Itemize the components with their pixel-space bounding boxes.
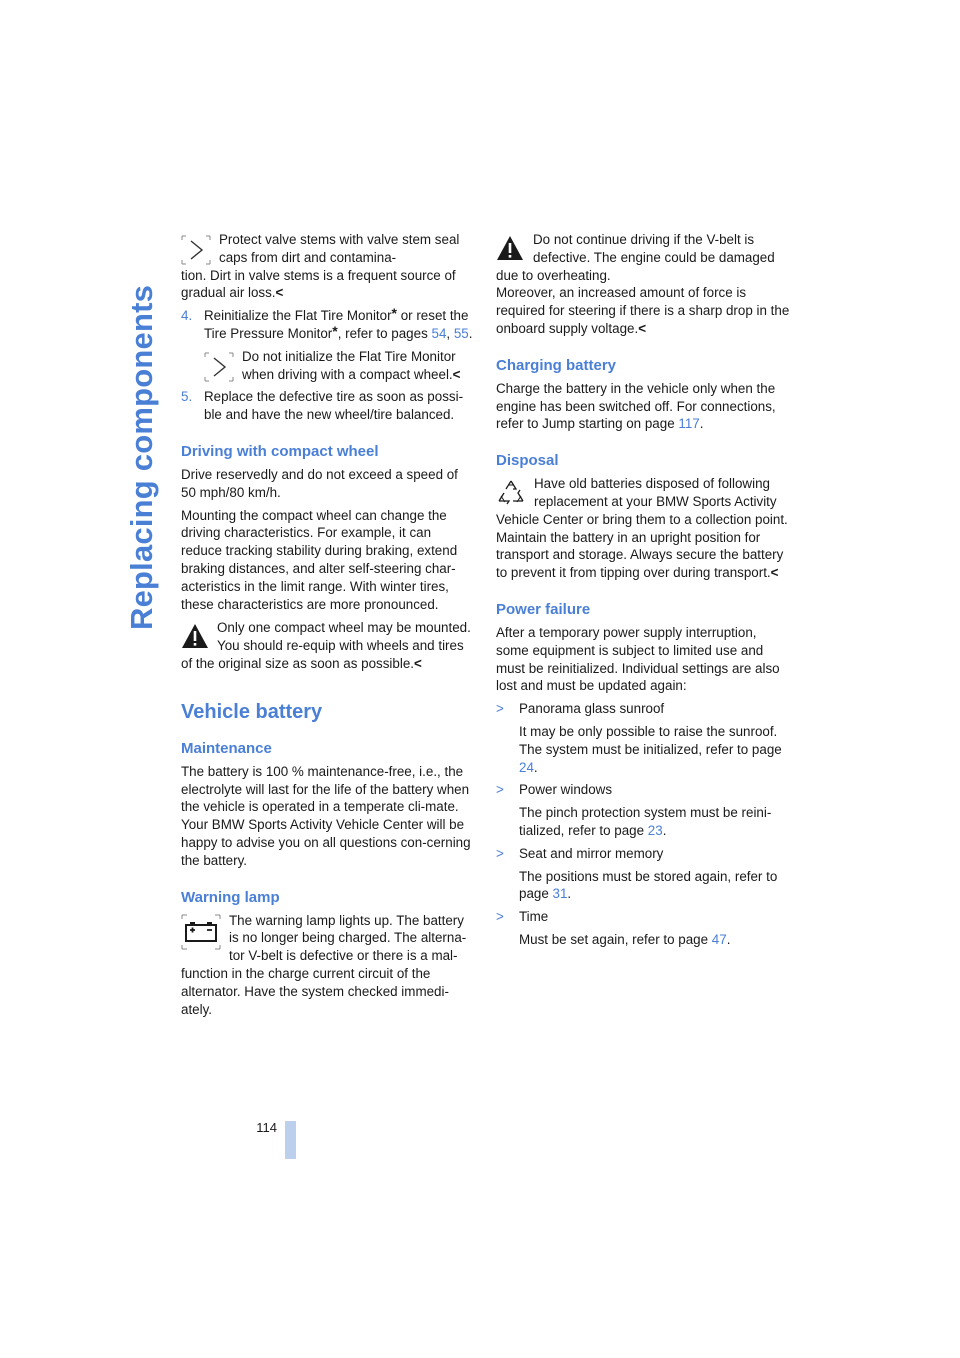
step-4	[181, 307, 473, 343]
list-item-power-windows	[496, 781, 790, 839]
bullet-mark: >	[496, 909, 504, 925]
period: .	[726, 931, 731, 947]
period: .	[533, 759, 538, 775]
warning-v-belt-text: Do not continue driving if the V-belt is defective. The engine could be damaged due to overheating.	[496, 232, 775, 283]
page-link-23[interactable]: 23	[647, 822, 663, 838]
list-item-seat-mirror	[496, 845, 790, 903]
recycle-icon	[496, 479, 526, 507]
note-valve-stems-text-cont: tion. Dirt in valve stems is a frequent source of gradual air loss.	[181, 267, 456, 301]
page-number: 114	[256, 1120, 277, 1135]
right-column	[496, 231, 790, 954]
list-item-title: Time	[519, 909, 549, 925]
note-arrow-icon	[204, 352, 234, 382]
list-item-time	[496, 908, 790, 949]
step-number: 5.	[181, 389, 193, 405]
paragraph-maintenance: The battery is 100 % maintenance-free, i.e., the electrolyte will last for the life of the battery when the vehicle is operated in a temperate cli-mate. Your BMW Sports Activity Vehicle Center will be happy to advise you on all questions con-cerning the battery.	[181, 763, 471, 868]
bullet-mark: >	[496, 845, 504, 861]
heading-power-failure: Power failure	[496, 600, 591, 618]
end-mark: <	[452, 366, 461, 382]
period: .	[662, 822, 667, 838]
optional-equipment-star: *	[391, 305, 397, 322]
note-disposal	[496, 475, 790, 582]
warning-compact-text: Only one compact wheel may be mounted. You should re-equip with wheels and tires of the original size as soon as possible.	[181, 620, 471, 671]
note-compact-wheel-text: Do not initialize the Flat Tire Monitor when driving with a compact wheel.	[242, 348, 456, 382]
step-4-text-a: Reinitialize the Flat Tire Monitor	[204, 308, 392, 324]
page-link-31[interactable]: 31	[552, 886, 568, 902]
paragraph-compact-speed: Drive reservedly and do not exceed a speed of 50 mph/80 km/h.	[181, 466, 458, 500]
warning-v-belt	[496, 231, 790, 338]
note-valve-stems-text: Protect valve stems with valve stem seal caps from dirt and contamina-	[219, 232, 460, 265]
heading-vehicle-battery: Vehicle battery	[181, 700, 323, 723]
heading-maintenance: Maintenance	[181, 739, 272, 757]
step-5-text: Replace the defective tire as soon as possi-ble and have the new wheel/tire balanced.	[204, 389, 464, 423]
heading-charging-battery: Charging battery	[496, 356, 617, 374]
charging-text: Charge the battery in the vehicle only when the engine has been switched off. For connections, refer to Jump starting on page	[496, 380, 776, 432]
step-number: 4.	[181, 308, 193, 324]
note-arrow-icon	[181, 235, 211, 265]
end-mark: <	[275, 285, 284, 301]
page-link-117[interactable]: 117	[678, 416, 700, 432]
list-item-detail: The pinch protection system must be reini-tialized, refer to page	[519, 805, 772, 838]
note-warning-lamp	[181, 912, 473, 1019]
battery-warning-icon	[181, 914, 221, 950]
heading-driving-compact-wheel: Driving with compact wheel	[181, 442, 379, 460]
separator: ,	[446, 325, 454, 341]
warning-v-belt-text-2: Moreover, an increased amount of force is required for steering if there is a sharp drop in the onboard supply voltage.	[496, 285, 790, 336]
period: .	[468, 325, 473, 341]
period: .	[567, 886, 572, 902]
page-link-24[interactable]: 24	[519, 759, 534, 775]
warning-lamp-text: The warning lamp lights up. The battery is no longer being charged. The alterna-tor V-belt is defective or there is a mal-function in the charge current circuit of the alternator. Have the system checked immedi-ately.	[181, 912, 467, 1017]
heading-warning-lamp: Warning lamp	[181, 888, 280, 906]
step-4-text-c: , refer to pages	[337, 325, 432, 341]
heading-disposal: Disposal	[496, 452, 559, 470]
optional-equipment-star: *	[332, 322, 338, 339]
list-item-sunroof	[496, 700, 790, 776]
disposal-text: Have old batteries disposed of following replacement at your BMW Sports Activity Vehicle Center or bring them to a collection point. Maintain the battery in an upright position for transport and storage. Always secure the battery to prevent it from tipping over during transport.	[496, 476, 788, 581]
paragraph-compact-characteristics: Mounting the compact wheel can change the driving characteristics. For example, it can reduce tracking stability during braking, extend braking distances, and alter self-steering char-acteristics in the limit range. With winter tires, these characteristics are more pronounced.	[181, 507, 458, 612]
step-5	[181, 388, 473, 424]
end-mark: <	[638, 320, 647, 336]
list-item-title: Seat and mirror memory	[519, 845, 664, 861]
note-valve-stems	[181, 231, 473, 302]
page-number-bar	[285, 1121, 296, 1159]
list-item-title: Panorama glass sunroof	[519, 701, 665, 717]
list-item-title: Power windows	[519, 782, 613, 798]
step-4-text-b: or reset the Tire Pressure Monitor	[204, 308, 469, 341]
paragraph-charging	[496, 380, 790, 433]
warning-triangle-icon	[496, 235, 524, 261]
bullet-mark: >	[496, 701, 504, 717]
period: .	[699, 416, 704, 432]
list-item-detail: Must be set again, refer to page	[519, 931, 712, 947]
chapter-side-title	[123, 210, 163, 630]
list-item-detail: It may be only possible to raise the sunroof. The system must be initialized, refer to page	[519, 723, 782, 757]
note-compact-wheel-monitor	[181, 348, 473, 384]
bullet-mark: >	[496, 782, 504, 798]
page-link-47[interactable]: 47	[711, 931, 727, 947]
end-mark: <	[770, 565, 779, 581]
warning-compact-wheel	[181, 619, 473, 672]
page-link-54[interactable]: 54	[431, 325, 447, 341]
end-mark: <	[413, 655, 422, 671]
chapter-title-text: Replacing components	[124, 284, 159, 630]
list-item-detail: The positions must be stored again, refer to page	[519, 868, 778, 902]
warning-triangle-icon	[181, 623, 209, 649]
paragraph-power-failure: After a temporary power supply interruption, some equipment is subject to limited use and must be reinitialized. Individual settings are also lost and must be updated again:	[496, 624, 780, 694]
page-link-55[interactable]: 55	[453, 325, 469, 341]
left-column	[181, 231, 473, 1023]
